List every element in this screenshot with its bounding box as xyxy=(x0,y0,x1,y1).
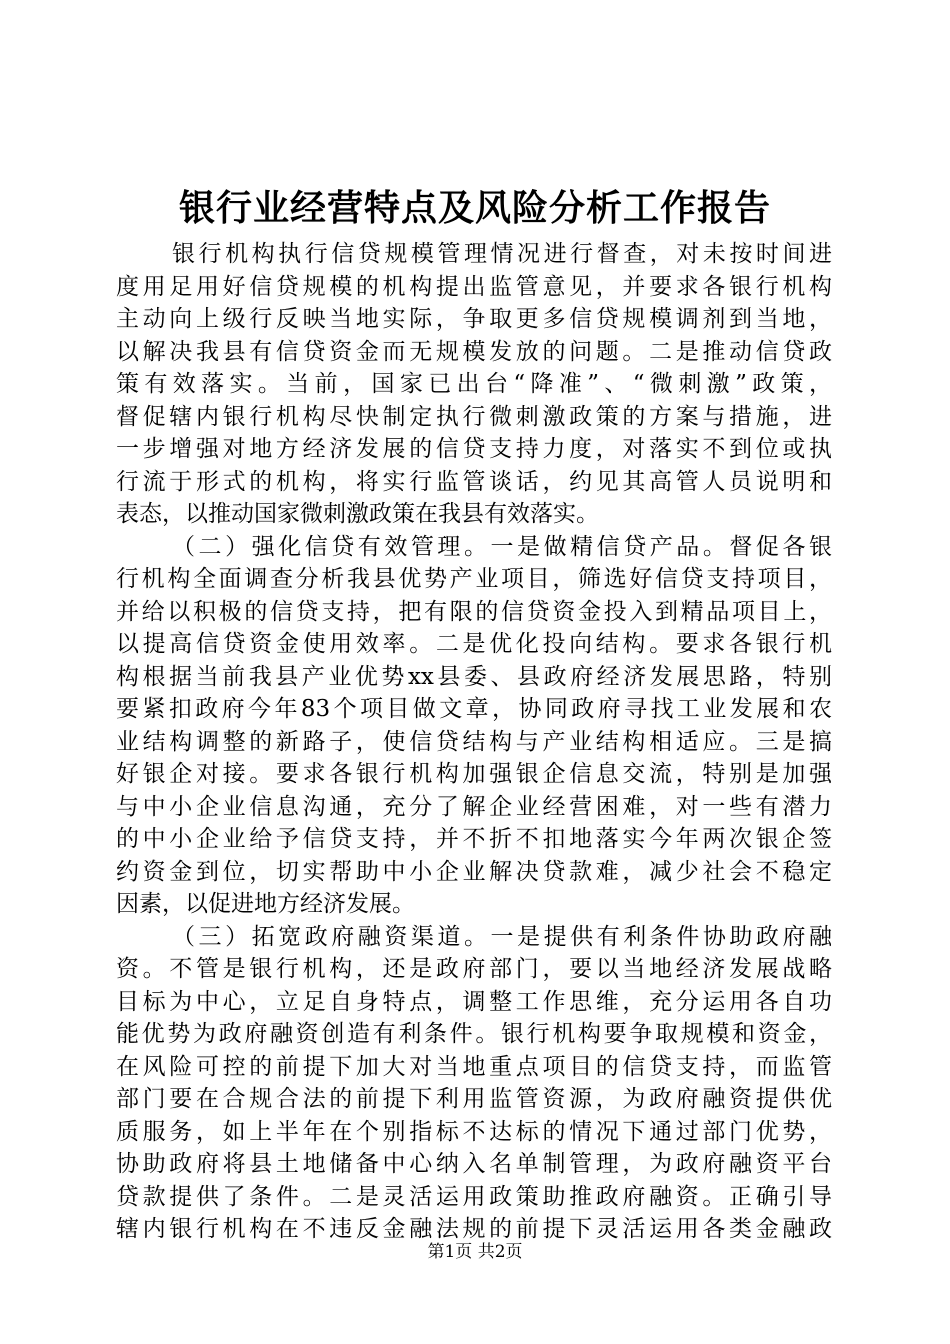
paragraph-line: 目标为中心，立足自身特点，调整工作思维，充分运用各自功 xyxy=(116,988,832,1015)
paragraph-line: 表态，以推动国家微刺激政策在我县有效落实。 xyxy=(116,501,599,527)
paragraph-line: 因素，以促进地方经济发展。 xyxy=(116,891,415,917)
paragraph-line: 质服务，如上半年在个别指标不达标的情况下通过部门优势， xyxy=(116,1118,832,1145)
paragraph-line: 业结构调整的新路子，使信贷结构与产业结构相适应。三是搞 xyxy=(116,728,832,755)
paragraph-line: 以解决我县有信贷资金而无规模发放的问题。二是推动信贷政 xyxy=(116,338,832,365)
paragraph-line: 辖内银行机构在不违反金融法规的前提下灵活运用各类金融政 xyxy=(116,1216,832,1242)
paragraph-line: 行流于形式的机构，将实行监管谈话，约见其高管人员说明和 xyxy=(116,468,832,495)
paragraph-line: 的中小企业给予信贷支持，并不折不扣地落实今年两次银企签 xyxy=(116,826,832,852)
document-body xyxy=(116,238,832,1246)
document-title: 银行业经营特点及风险分析工作报告 xyxy=(178,187,771,229)
paragraph-line: 部门要在合规合法的前提下利用监管资源，为政府融资提供优 xyxy=(116,1086,832,1112)
paragraph-line: 督促辖内银行机构尽快制定执行微刺激政策的方案与措施，进 xyxy=(116,403,832,430)
paragraph-line: 度用足用好信贷规模的机构提出监管意见，并要求各银行机构 xyxy=(116,273,832,300)
paragraph-line: 银行机构执行信贷规模管理情况进行督查，对未按时间进 xyxy=(172,241,832,267)
paragraph-line: 与中小企业信息沟通，充分了解企业经营困难，对一些有潜力 xyxy=(116,793,832,820)
paragraph-line: 资。不管是银行机构，还是政府部门，要以当地经济发展战略 xyxy=(116,956,832,982)
paragraph-line: 要紧扣政府今年83个项目做文章，协同政府寻找工业发展和农 xyxy=(116,696,832,722)
paragraph-line: 一步增强对地方经济发展的信贷支持力度，对落实不到位或执 xyxy=(116,436,832,462)
paragraph-line: 行机构全面调查分析我县优势产业项目，筛选好信贷支持项目， xyxy=(116,566,832,592)
paragraph-line: 约资金到位，切实帮助中小企业解决贷款难，减少社会不稳定 xyxy=(116,858,832,885)
paragraph-line: 协助政府将县土地储备中心纳入名单制管理，为政府融资平台 xyxy=(116,1151,832,1177)
paragraph-line: 能优势为政府融资创造有利条件。银行机构要争取规模和资金， xyxy=(116,1021,832,1047)
paragraph-line: 主动向上级行反映当地实际，争取更多信贷规模调剂到当地， xyxy=(116,306,832,332)
paragraph-line: 好银企对接。要求各银行机构加强银企信息交流，特别是加强 xyxy=(116,761,832,787)
paragraph-line: 在风险可控的前提下加大对当地重点项目的信贷支持，而监管 xyxy=(116,1053,832,1080)
paragraph-line: （二）强化信贷有效管理。一是做精信贷产品。督促各银 xyxy=(172,533,832,560)
paragraph-line: 贷款提供了条件。二是灵活运用政策助推政府融资。正确引导 xyxy=(116,1183,832,1210)
paragraph-line: （三）拓宽政府融资渠道。一是提供有利条件协助政府融 xyxy=(172,923,832,950)
paragraph-line: 并给以积极的信贷支持，把有限的信贷资金投入到精品项目上， xyxy=(116,598,832,625)
paragraph-line: 策有效落实。当前，国家已出台“降准”、“微刺激”政策， xyxy=(116,371,832,397)
paragraph-line: 构根据当前我县产业优势xx县委、县政府经济发展思路，特别 xyxy=(116,663,832,690)
paragraph-line: 以提高信贷资金使用效率。二是优化投向结构。要求各银行机 xyxy=(116,631,832,657)
page-number-footer: 第1页 共2页 xyxy=(427,1242,523,1262)
